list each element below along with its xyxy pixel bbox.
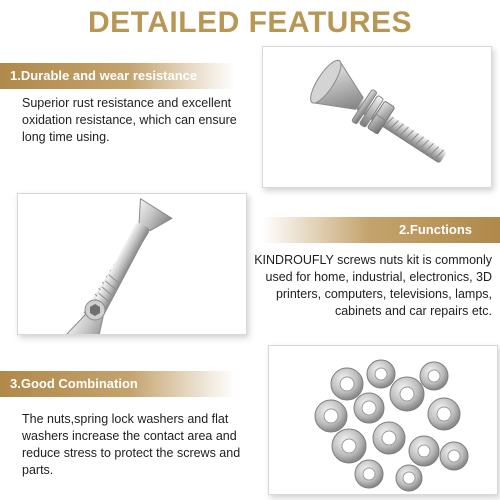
section-1-heading: 1.Durable and wear resistance <box>10 68 198 83</box>
section-2-text: KINDROUFLY screws nuts kit is commonly used for home, industrial, electronics, 3D printers, computers, televisions, lamps, cabinets and car repairs etc. <box>254 253 492 318</box>
section-2-banner <box>262 217 500 243</box>
countersunk-screws-image <box>17 193 247 335</box>
section-3-banner <box>0 371 235 397</box>
screws-illustration <box>18 194 247 335</box>
screw-nut-assembly-image <box>262 46 492 188</box>
screw-assembly-illustration <box>263 47 492 188</box>
section-3-heading: 3.Good Combination <box>10 376 138 391</box>
nuts-washers-image <box>268 345 498 495</box>
section-1-text: Superior rust resistance and excellent oxidation resistance, which can ensure long time using. <box>22 96 237 144</box>
nuts-washers-illustration <box>269 346 498 495</box>
section-3-text: The nuts,spring lock washers and flat washers increase the contact area and reduce stress to protect the screws and parts. <box>22 412 241 477</box>
section-2-heading: 2.Functions <box>399 222 472 237</box>
section-1-banner <box>0 63 235 89</box>
page-title: DETAILED FEATURES <box>87 6 413 39</box>
